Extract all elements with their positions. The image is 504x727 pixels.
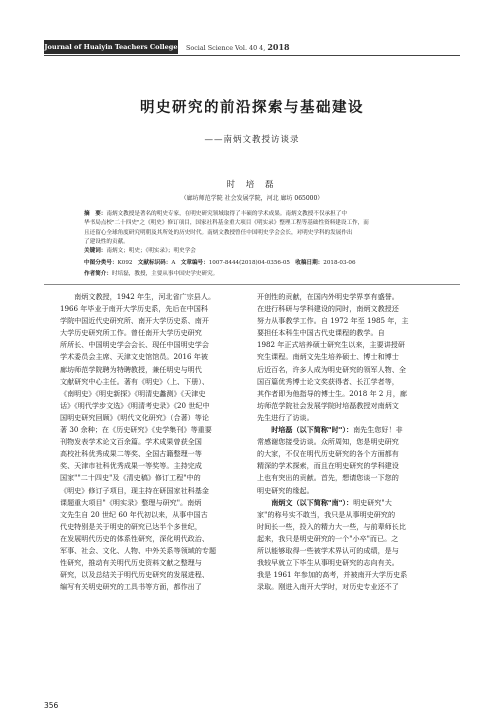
body-text-line: 究生课程。南炳文先生培养硕士、博士和博士 — [257, 352, 399, 362]
body-text-line: 努力从事教学工作。自 1972 年至 1985 年，主 — [257, 316, 409, 326]
body-text-line: 我较早就立下毕生从事明史研究的志向有关。 — [257, 558, 399, 568]
body-text-line: 南炳文教授，1942 年生，河北省广宗县人。 — [60, 292, 216, 301]
body-text-line: 上也有突出的贡献。首先，想请您谈一下您的 — [257, 473, 399, 483]
keywords-label: 关键词： — [84, 248, 107, 254]
body-text-line: 其作者即为他指导的博士生。2018 年 2 月，廊 — [257, 388, 407, 398]
body-text-line: 南炳文（以下简称"南"）：明史研究"大 — [271, 497, 392, 507]
body-text-line: 1982 年正式培养硕士研究生以来，主要讲授研 — [257, 340, 405, 350]
body-text-line: 国家""二十四史"及《清史稿》修订工程"中的 — [60, 473, 201, 483]
body-text-line: 常感谢您接受访谈。众所周知，您是明史研究 — [257, 437, 399, 447]
abstract-divider — [44, 284, 460, 285]
journal-volume-info: Social Science Vol. 40 4, 2018 — [186, 42, 290, 52]
body-text-line: 课题重大项目"《明实录》整理与研究"。南炳 — [60, 497, 202, 507]
body-text-line: 所所长、中国明史学会会长、现任中国明史学会 — [60, 340, 209, 350]
body-text-line: 话》《明代学步文选》《明清考史录》《20 世纪中 — [60, 400, 210, 410]
body-column-right — [257, 291, 453, 593]
journal-name-banner: Journal of Huaiyin Teachers College — [44, 40, 178, 54]
header-divider — [44, 55, 460, 56]
body-text-line: 著 30 余种；在《历史研究》《史学集刊》等重要 — [60, 425, 212, 435]
body-text-line: 时间长一些，投入的精力大一些，与前辈师长比 — [257, 521, 406, 531]
body-text-line: 家"的称号实不敢当，我只是从事明史研究的 — [257, 509, 396, 519]
received-date: 2018-03-06 — [323, 260, 356, 266]
body-text-line: 1966 年毕业于南开大学历史系，先后在中国科 — [60, 304, 208, 314]
body-text-line: 国百篇优秀博士论文奖获得者、长江学者等， — [257, 376, 399, 386]
author-note-label: 作者简介： — [84, 271, 112, 277]
body-text-line: 时培磊（以下简称"时"）：南先生您好！非 — [271, 425, 403, 435]
body-text-line: 《明史》修订子项目，现主持在研国家社科基金 — [60, 485, 209, 495]
keywords-text: 南炳文；明史；《明实录》；明史学会 — [106, 248, 196, 254]
body-text-line: 大学历史研究所工作。曾任南开大学历史研究 — [60, 328, 202, 338]
article-subtitle: ——南炳文教授访谈录 — [204, 135, 300, 145]
body-text-line: 在进行科研与学科建设的同时，南炳文教授还 — [257, 304, 399, 314]
body-text-line: 开创性的贡献，在国内外明史学界享有盛誉。 — [257, 292, 399, 301]
body-text-line: 刊物发表学术论文百余篇。学术成果曾获全国 — [60, 437, 202, 447]
body-text-line: 学院中国近代史研究所、南开大学历史系、南开 — [60, 316, 209, 326]
article-title: 明史研究的前沿探索与基础建设 — [140, 100, 364, 116]
body-text-line: 所以能够取得一些被学术界认可的成绩，是与 — [257, 545, 399, 555]
body-text-line: 的大家，不仅在明代历史研究的各个方面都有 — [257, 449, 399, 459]
article-number: 1007-8444(2018)04-0356-05 — [208, 260, 290, 266]
journal-series: Social Science Vol. 40 4 — [186, 44, 264, 52]
body-text-line: 录取。刚进入南开大学时，对历史专业还不了 — [257, 582, 399, 592]
journal-header — [44, 40, 460, 54]
body-text-line: 军事、社会、文化、人物、中外关系等领域的专题 — [60, 545, 217, 555]
classification-info: 中图分类号：K092 文献标识码：A 文章编号：1007-8444(2018)04-0356-05 收稿日期：2018-03-06 — [84, 260, 356, 266]
body-text-line: 我是 1961 年参加的高考，并被南开大学历史系 — [257, 570, 408, 580]
body-text-line: 先生进行了访谈。 — [257, 412, 314, 422]
abstract-line: 华书局点校"二十四史"之《明史》修订项目，国家社科基金重大项目《明实录》整理工程等基础性资料建设工作，而 — [84, 220, 369, 227]
abstract-line: 了建设性的贡献。 — [84, 238, 129, 245]
body-text-line: 奖、天津市社科优秀成果一等奖等。主持完成 — [60, 461, 202, 471]
body-text-line: 精深的学术探索，而且在明史研究的学科建设 — [257, 461, 399, 471]
journal-year: 2018 — [267, 42, 290, 52]
body-text-line: 要担任本科生中国古代史课程的教学。自 — [257, 328, 385, 338]
body-text-line: 《南明史》《明史新探》《明清史蠡测》《天津史 — [60, 388, 206, 398]
body-text-line: 性研究，推动有关明代历史资料文献之整理与 — [60, 558, 202, 568]
page-number: 356 — [44, 701, 59, 710]
body-text-line: 学术委员会主席、天津文史馆馆员。2016 年被 — [60, 352, 208, 362]
body-text-line: 坊师范学院社会发展学院时培磊教授对南炳文 — [257, 400, 399, 410]
author-affiliation: （廊坊师范学院 社会发展学院，河北 廊坊 065000） — [180, 195, 324, 202]
keywords — [84, 246, 196, 254]
speaker-label: 时培磊（以下简称"时"）： — [271, 425, 354, 435]
body-text-line: 国明史研究回顾》《明代文化研究》（合著）等论 — [60, 412, 209, 422]
body-text-line: 编写有关明史研究的工具书等方面，都作出了 — [60, 582, 202, 592]
body-text-line: 在发展明代历史的体系性研究，深化明代政治、 — [60, 533, 209, 543]
body-text-line: 明史研究的缘起。 — [257, 485, 314, 495]
body-text-line: 代史特别是关于明史的研究已达半个多世纪， — [60, 521, 202, 531]
body-text-line: 文先生自 20 世纪 60 年代初以来，从事中国古 — [60, 509, 208, 519]
article-author: 时 培 磊 — [226, 180, 278, 190]
body-text-line: 文献研究中心主任。著有《明史》（上、下册）、 — [60, 376, 209, 386]
body-column-left — [60, 291, 256, 593]
body-text-line: 研究，以及总结关于明代历史研究的发展进程、 — [60, 570, 209, 580]
author-note-text: 时培磊，教授，主要从事中国史学史研究。 — [111, 271, 219, 277]
abstract-label: 摘 要： — [84, 211, 107, 217]
clc-number: K092 — [117, 260, 133, 266]
body-text-line: 后近百名，许多人成为明史研究的领军人物、全 — [257, 364, 406, 374]
body-text-line: 高校社科优秀成果二等奖、全国古籍整理一等 — [60, 449, 202, 459]
body-text-line: 起来，我只是明史研究的一个"小卒"而已。之 — [257, 533, 399, 543]
body-text-line: 廊坊师范学院聘为特聘教授，兼任明史与明代 — [60, 364, 202, 374]
abstract-line: 且还留心全球角度研究明朝及其所处的历史时代。南炳文教授曾任中国明史学会会长，对明史学科的发展作出 — [84, 229, 353, 236]
author-note — [84, 269, 218, 277]
speaker-label: 南炳文（以下简称"南"）： — [271, 497, 354, 507]
abstract — [84, 210, 424, 247]
abstract-line: 摘 要：南炳文教授是著名的明史专家，在明史研究领域取得了丰硕的学术成果。南炳文教授不仅承担了中 — [84, 211, 347, 217]
document-code: A — [171, 260, 176, 266]
